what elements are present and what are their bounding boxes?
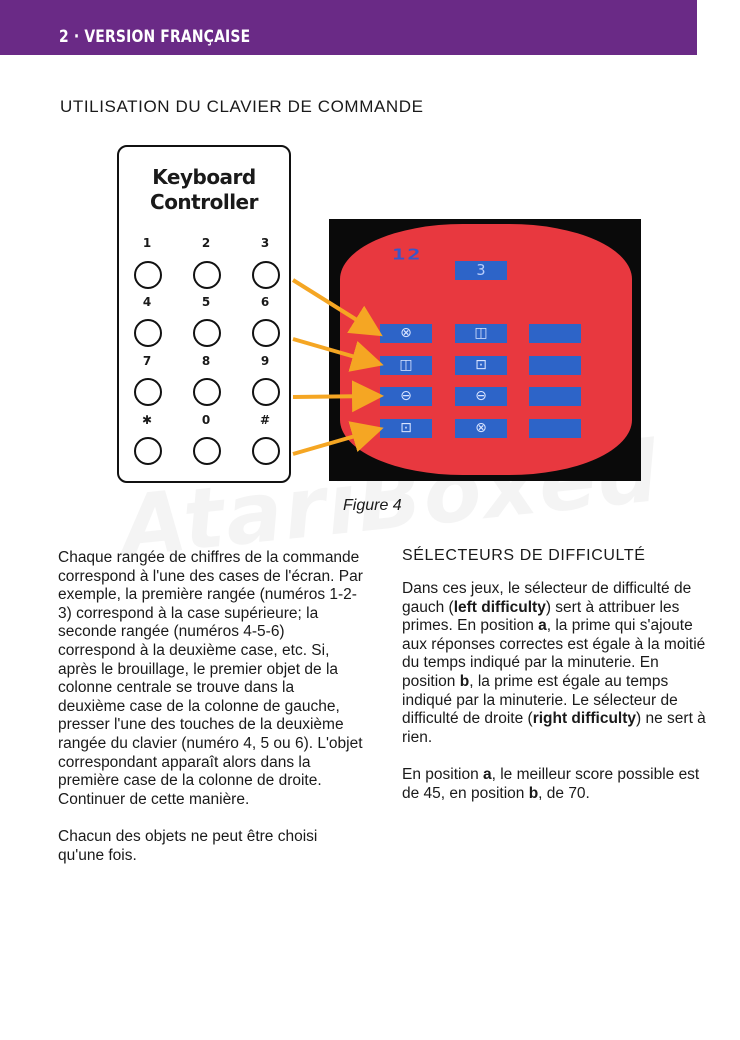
- rp2-d: b: [528, 784, 539, 802]
- key-label-1: 1: [142, 236, 152, 250]
- middle-cell-1: ◫: [455, 324, 507, 343]
- key-label-6: 6: [260, 295, 270, 309]
- rp2-b: a: [483, 766, 492, 784]
- key-label-4: 4: [142, 295, 152, 309]
- left-text-column: [58, 549, 364, 866]
- right-paragraph-2: [402, 766, 714, 803]
- key-label-5: 5: [201, 295, 211, 309]
- keyboard-title-line1: Keyboard: [152, 165, 256, 189]
- score-display: 12: [392, 246, 423, 264]
- rp1-g: , la prime est égale au temps indiqué par la minuterie. Le sélecteur de difficulté de droite (: [402, 672, 678, 728]
- figure-caption: Figure 4: [343, 497, 402, 514]
- key-label-0: 0: [201, 413, 211, 427]
- key-label-9: 9: [260, 354, 270, 368]
- key-label-star: ✱: [141, 413, 153, 427]
- rp1-i: ) ne sert à rien.: [402, 710, 706, 746]
- arrow-row-2: [293, 339, 376, 363]
- section-title: UTILISATION DU CLAVIER DE COMMANDE: [60, 97, 424, 116]
- rp1-a: Dans ces jeux, le sélecteur de difficulté de gauch (: [402, 580, 692, 616]
- rp2-c: , le meilleur score possible est de 45, en position: [402, 766, 700, 802]
- left-paragraph-2: Chacun des objets ne peut être choisi qu'une fois.: [58, 828, 318, 864]
- rp2-a: En position: [402, 766, 483, 784]
- middle-cell-4: ⊗: [455, 419, 507, 438]
- key-label-7: 7: [142, 354, 152, 368]
- rp1-f: b: [459, 672, 470, 690]
- right-text-column: [402, 580, 714, 804]
- difficulty-heading: SÉLECTEURS DE DIFFICULTÉ: [402, 547, 646, 564]
- key-label-hash: #: [259, 413, 271, 427]
- right-paragraph-1: [402, 580, 714, 747]
- rp1-b: left difficulty: [453, 598, 546, 616]
- key-label-8: 8: [201, 354, 211, 368]
- middle-cell-2: ⊡: [455, 356, 507, 375]
- rp1-d: a: [538, 617, 547, 635]
- arrow-row-4: [293, 430, 376, 454]
- left-cell-2: ◫: [380, 356, 432, 375]
- rp1-c: ) sert à attribuer les primes. En position: [402, 598, 680, 635]
- left-cell-4: ⊡: [380, 419, 432, 438]
- left-cell-3: ⊖: [380, 387, 432, 406]
- rp1-h: right difficulty: [532, 710, 637, 728]
- arrow-row-1: [293, 280, 376, 332]
- arrow-row-3: [293, 396, 376, 397]
- left-cell-1: ⊗: [380, 324, 432, 343]
- key-label-3: 3: [260, 236, 270, 250]
- keyboard-title-line2: Controller: [150, 190, 258, 214]
- key-label-2: 2: [201, 236, 211, 250]
- rp1-e: , la prime qui s'ajoute aux réponses correctes est égale à la moitié du temps indiqué par la minuterie. En position: [402, 617, 706, 690]
- left-paragraph-1: Chaque rangée de chiffres de la commande correspond à l'une des cases de l'écran. Par exemple, la première rangée (numéros 1-2-3) correspond à la case supérieure; la seconde rangée (numéros 4-5-6) correspond à la deuxième case, etc. Si, après le brouillage, le premier objet de la colonne centrale se trouve dans la deuxième case de la colonne de gauche, presser l'une des touches de la deuxième rangée du clavier (numéro 4, 5 ou 6). L'objet correspondant apparaît alors dans la première case de la colonne de droite. Continuer de cette manière.: [58, 549, 363, 808]
- page-header-label: 2 · VERSION FRANÇAISE: [59, 27, 251, 47]
- middle-cell-3: ⊖: [455, 387, 507, 406]
- timer-display: 3: [455, 261, 507, 280]
- rp2-e: , de 70.: [538, 784, 590, 802]
